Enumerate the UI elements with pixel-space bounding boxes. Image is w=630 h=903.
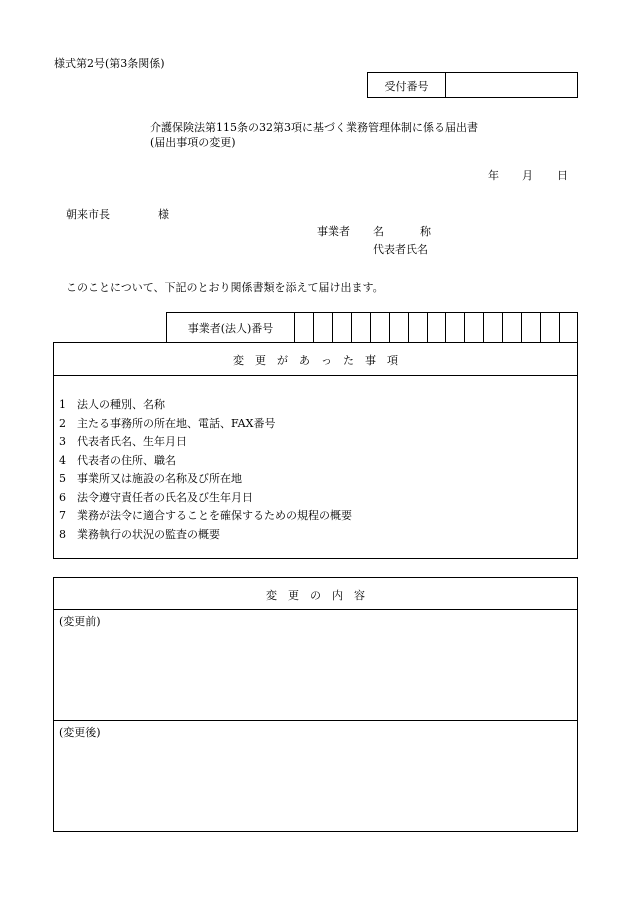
item-text: 業務が法令に適合することを確保するための規程の概要 xyxy=(77,509,352,522)
changed-items-header: 変 更 が あ っ た 事 項 xyxy=(233,354,398,367)
applicant-name-label-2: 称 xyxy=(420,225,431,238)
item-number: 1 xyxy=(59,398,66,411)
list-item[interactable] xyxy=(59,507,352,523)
business-number-label: 事業者(法人)番号 xyxy=(187,322,274,335)
representative-name-label: 代表者氏名 xyxy=(373,243,428,256)
item-number: 7 xyxy=(59,509,66,522)
document-title: 介護保険法第115条の32第3項に基づく業務管理体制に係る届出書 xyxy=(150,121,478,134)
list-item[interactable] xyxy=(59,489,253,505)
date-day-label: 日 xyxy=(557,169,568,182)
business-number-digit-cell[interactable] xyxy=(313,312,332,343)
business-number-digit-cell[interactable] xyxy=(408,312,427,343)
change-content-header: 変 更 の 内 容 xyxy=(266,589,365,602)
addressee-name: 朝来市長 xyxy=(66,208,110,221)
business-number-digit-cell[interactable] xyxy=(445,312,464,343)
business-number-digit-cell[interactable] xyxy=(370,312,389,343)
item-number: 6 xyxy=(59,491,66,504)
business-number-digit-cell[interactable] xyxy=(540,312,559,343)
item-text: 主たる事務所の所在地、電話、FAX番号 xyxy=(77,417,276,430)
item-number: 8 xyxy=(59,528,66,541)
applicant-label: 事業者 xyxy=(317,225,350,238)
business-number-digit-cell[interactable] xyxy=(351,312,370,343)
business-number-digit-cell[interactable] xyxy=(427,312,446,343)
business-number-digit-cell[interactable] xyxy=(559,312,578,343)
addressee-honorific: 様 xyxy=(158,208,169,221)
item-text: 代表者氏名、生年月日 xyxy=(77,435,187,448)
reception-number-label: 受付番号 xyxy=(384,80,429,93)
after-change-label: (変更後) xyxy=(59,726,101,739)
before-change-field[interactable] xyxy=(59,630,573,715)
item-text: 業務執行の状況の監査の概要 xyxy=(77,528,220,541)
before-change-label: (変更前) xyxy=(59,615,101,628)
item-text: 法令遵守責任者の氏名及び生年月日 xyxy=(77,491,253,504)
form-number: 様式第2号(第3条関係) xyxy=(54,57,165,70)
document-subtitle: (届出事項の変更) xyxy=(150,136,236,149)
list-item[interactable] xyxy=(59,433,187,449)
business-number-digit-cell[interactable] xyxy=(389,312,408,343)
business-number-digit-cell[interactable] xyxy=(502,312,521,343)
reception-number-field[interactable] xyxy=(450,78,574,94)
statement-text: このことについて、下記のとおり関係書類を添えて届け出ます。 xyxy=(66,281,384,294)
item-text: 代表者の住所、職名 xyxy=(77,454,176,467)
applicant-name-label-1: 名 xyxy=(373,225,384,238)
business-number-digit-cell[interactable] xyxy=(521,312,540,343)
item-text: 法人の種別、名称 xyxy=(77,398,165,411)
list-item[interactable] xyxy=(59,470,242,486)
list-item[interactable] xyxy=(59,415,275,431)
business-number-digit-cell[interactable] xyxy=(294,312,313,343)
business-number-digit-cell[interactable] xyxy=(483,312,502,343)
list-item[interactable] xyxy=(59,526,220,542)
date-month-label: 月 xyxy=(522,169,533,182)
after-change-field[interactable] xyxy=(59,741,573,826)
list-item[interactable] xyxy=(59,396,165,412)
business-number-digit-cell[interactable] xyxy=(464,312,483,343)
list-item[interactable] xyxy=(59,452,176,468)
item-number: 4 xyxy=(59,454,66,467)
item-number: 5 xyxy=(59,472,66,485)
date-year-label: 年 xyxy=(488,169,499,182)
item-number: 3 xyxy=(59,435,66,448)
business-number-digit-cell[interactable] xyxy=(332,312,351,343)
item-number: 2 xyxy=(59,417,66,430)
item-text: 事業所又は施設の名称及び所在地 xyxy=(77,472,242,485)
